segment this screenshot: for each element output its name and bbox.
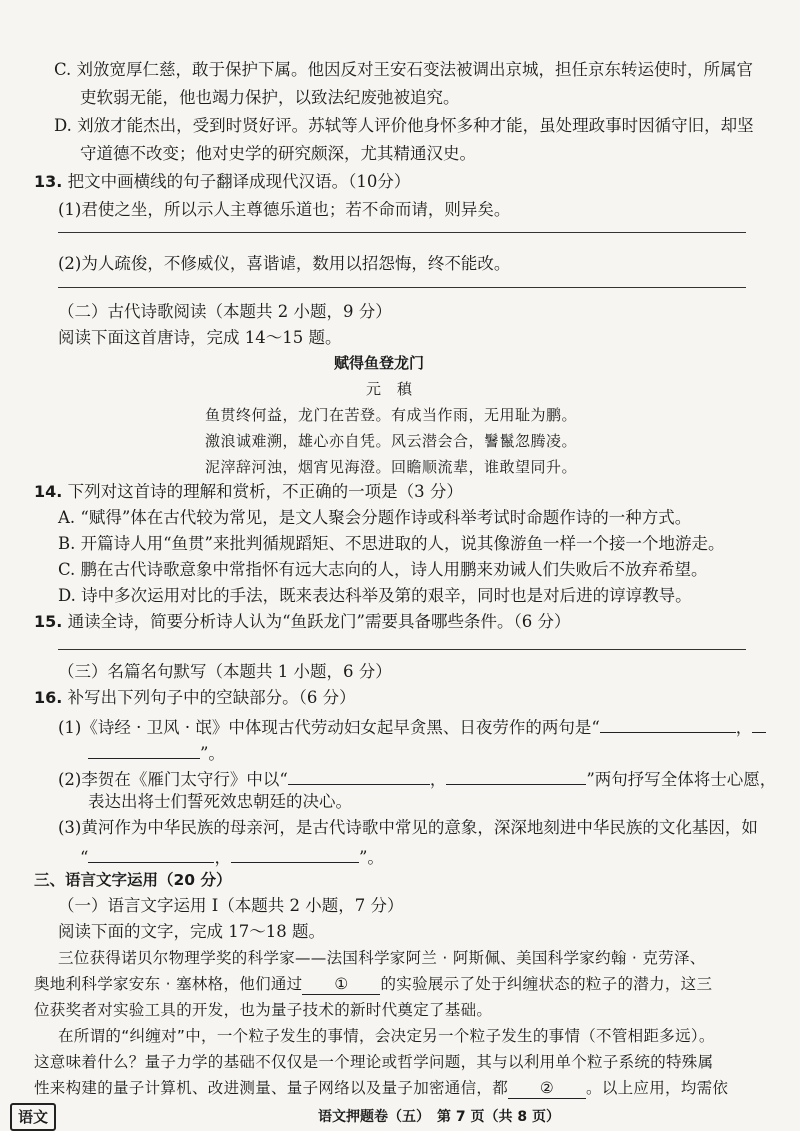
question-13-2: (2)为人疏俊，不修威仪，喜谐谑，数用以招怨悔，终不能改。: [58, 254, 511, 273]
question-number: 16.: [34, 688, 63, 707]
question-text: 把文中画横线的句子翻译成现代汉语。（10分）: [67, 172, 411, 191]
prompt-text: (2)李贺在《雁门太守行》中以“: [58, 770, 288, 789]
passage-p1-line3: 位获奖者对实验工具的开发，也为量子技术的新时代奠定了基础。: [34, 1001, 493, 1019]
question-13: [34, 170, 410, 194]
option-12-c-line1: C. 刘攽宽厚仁慈，敢于保护下属。他因反对王安石变法被调出京城，担任京东转运使时，所属官: [54, 60, 754, 79]
question-16: [34, 686, 356, 710]
fill-blank[interactable]: [600, 712, 736, 733]
passage-text: 性来构建的量子计算机、改进测量、量子网络以及量子加密通信，都: [34, 1079, 509, 1097]
question-text: 通读全诗，简要分析诗人认为“鱼跃龙门”需要具备哪些条件。（6 分）: [67, 612, 571, 631]
punctuation: ，: [429, 770, 447, 789]
poem-author: 元 稹: [366, 380, 413, 398]
punctuation: ，: [735, 718, 753, 737]
question-16-1-line2: [88, 738, 225, 766]
passage-p1-line1: 三位获得诺贝尔物理学奖的科学家——法国科学家阿兰 · 阿斯佩、美国科学家约翰 · 克劳泽、: [58, 949, 706, 967]
fill-blank-2[interactable]: ②: [508, 1078, 586, 1099]
part-3-title: 三、语言文字运用（20 分）: [34, 871, 232, 889]
passage-p2-line1: 在所谓的“纠缠对”中，一个粒子发生的事情，会决定另一个粒子发生的事情（不管相距多远）。: [58, 1027, 715, 1045]
subject-tag: 语文: [10, 1103, 56, 1131]
passage-text: 奥地利科学家安东 · 塞林格，他们通过: [34, 975, 303, 993]
option-14-b: B. 开篇诗人用“鱼贯”来批判循规蹈矩、不思进取的人，说其像游鱼一样一个接一个地游走。: [58, 534, 725, 553]
fill-blank-1[interactable]: ①: [302, 974, 380, 995]
fill-blank-end[interactable]: [88, 738, 200, 759]
punctuation: ”。: [200, 744, 225, 763]
passage-text: 的实验展示了处于纠缠状态的粒子的潜力，这三: [380, 975, 713, 993]
poem-title: 赋得鱼登龙门: [334, 354, 425, 372]
prompt-text: ”两句抒写全体将士心愿，: [586, 770, 777, 789]
answer-line[interactable]: [58, 232, 746, 233]
passage-text: 。以上应用，均需依: [586, 1079, 729, 1097]
question-number: 13.: [34, 172, 63, 191]
answer-line[interactable]: [58, 287, 746, 288]
passage-p2-line3: [34, 1076, 728, 1100]
punctuation: ”。: [358, 848, 384, 867]
fill-blank-start[interactable]: [752, 712, 766, 733]
prompt-text: (1)《诗经 · 卫风 · 氓》中体现古代劳动妇女起早贪黑、日夜劳作的两句是“: [58, 718, 600, 737]
fill-blank[interactable]: [288, 764, 430, 785]
punctuation: ，: [214, 848, 231, 867]
poem-line-1: 鱼贯终何益，龙门在苦登。有成当作雨，无用耻为鹏。: [205, 406, 578, 424]
poem-line-2: 激浪诚难溯，雄心亦自凭。风云潜会合，鬐鬣忽腾凌。: [205, 432, 578, 450]
fill-blank[interactable]: [88, 842, 214, 863]
passage-p1-line2: [34, 972, 712, 996]
option-14-c: C. 鹏在古代诗歌意象中常指怀有远大志向的人，诗人用鹏来劝诫人们失败后不放弃希望。: [58, 560, 708, 579]
part-3-subtitle: （一）语言文字运用 Ⅰ（本题共 2 小题，7 分）: [58, 896, 404, 915]
question-16-3-line1: (3)黄河作为中华民族的母亲河，是古代诗歌中常见的意象，深深地刻进中华民族的文化基因，如: [58, 818, 758, 837]
option-12-d-line1: D. 刘攽才能杰出，受到时贤好评。苏轼等人评价他身怀多种才能，虽处理政事时因循守旧，却坚: [54, 116, 754, 135]
punctuation: “: [80, 848, 89, 867]
question-15: [34, 610, 570, 634]
section-2-intro: 阅读下面这首唐诗，完成 14～15 题。: [58, 328, 342, 347]
option-14-a: A. “赋得”体在古代较为常见，是文人聚会分题作诗或科举考试时命题作诗的一种方式。: [58, 508, 692, 527]
option-12-d-line2: 守道德不改变；他对史学的研究颇深，尤其精通汉史。: [80, 144, 476, 163]
option-14-d: D. 诗中多次运用对比的手法，既来表达科举及第的艰辛，同时也是对后进的谆谆教导。: [58, 586, 692, 605]
question-text: 补写出下列句子中的空缺部分。（6 分）: [67, 688, 356, 707]
answer-line[interactable]: [58, 649, 746, 650]
fill-blank[interactable]: [446, 764, 586, 785]
question-16-2-line1: [58, 764, 776, 792]
question-14: [34, 480, 463, 504]
question-number: 14.: [34, 482, 63, 501]
poem-line-3: 泥滓辞河浊，烟宵见海澄。回瞻顺流辈，谁敢望同升。: [205, 458, 578, 476]
passage-p2-line2: 这意味着什么？量子力学的基础不仅仅是一个理论或哲学问题，其与以利用单个粒子系统的特殊属: [34, 1053, 714, 1071]
question-16-3-line2: [80, 842, 384, 870]
page-footer: 语文押题卷（五） 第 7 页（共 8 页）: [318, 1109, 560, 1125]
option-12-c-line2: 吏软弱无能，他也竭力保护，以致法纪废弛被追究。: [80, 88, 460, 107]
question-text: 下列对这首诗的理解和赏析，不正确的一项是（3 分）: [67, 482, 463, 501]
part-3-intro: 阅读下面的文字，完成 17～18 题。: [58, 922, 325, 941]
section-2-title: （二）古代诗歌阅读（本题共 2 小题，9 分）: [58, 302, 392, 321]
question-number: 15.: [34, 612, 63, 631]
question-16-2-line2: 表达出将士们誓死效忠朝廷的决心。: [88, 792, 352, 811]
section-3-title: （三）名篇名句默写（本题共 1 小题，6 分）: [58, 662, 392, 681]
fill-blank[interactable]: [231, 842, 359, 863]
question-13-1: (1)君使之坐，所以示人主尊德乐道也；若不命而请，则异矣。: [58, 200, 511, 219]
question-16-1-line1: [58, 712, 766, 740]
